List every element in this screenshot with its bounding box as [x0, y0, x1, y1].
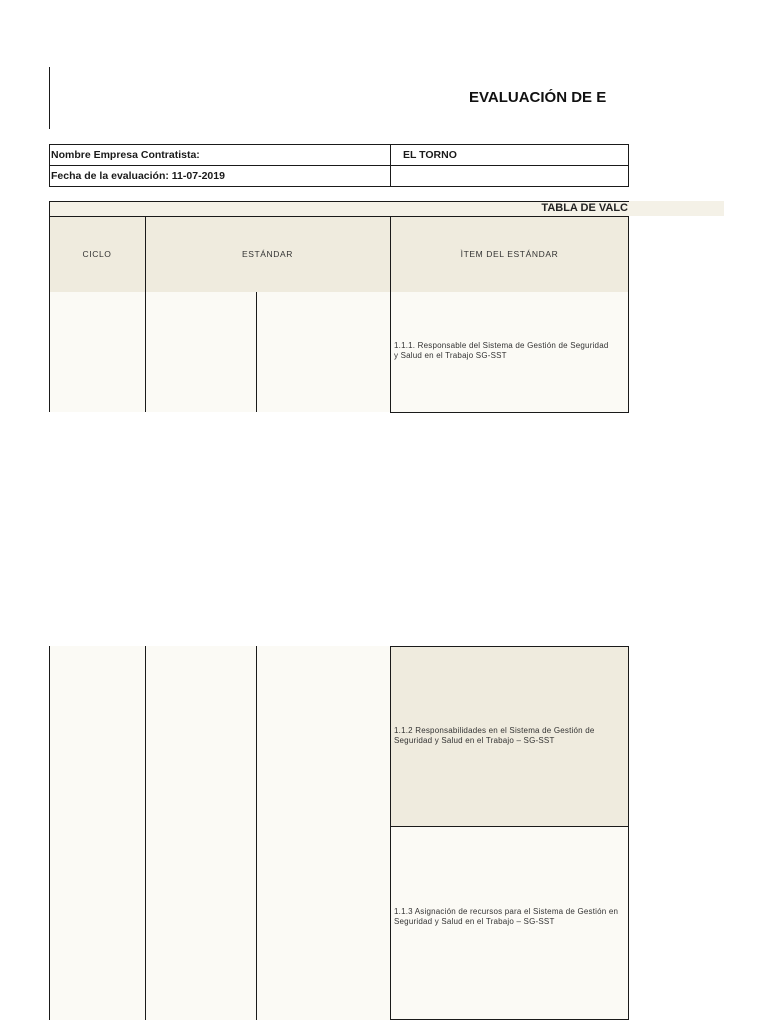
row-2-bottom-border [390, 1019, 629, 1020]
ciclo-column-border-2 [145, 646, 146, 1020]
item-column-border-2 [390, 646, 391, 1020]
page-title: EVALUACIÓN DE E [469, 89, 607, 106]
item-column-border [390, 216, 391, 412]
table-left-border [49, 201, 50, 412]
company-value: EL TORNO [403, 149, 457, 161]
header-ciclo: CICLO [82, 249, 112, 259]
ciclo-column-border [145, 216, 146, 412]
company-label: Nombre Empresa Contratista: [51, 149, 200, 161]
header-item: ÌTEM DEL ESTÁNDAR [460, 249, 559, 259]
table-right-border-2 [628, 646, 629, 1020]
item-1-1-1: 1.1.1. Responsable del Sistema de Gestión de Seguridad y Salud en el Trabajo SG-SST [394, 341, 609, 360]
header-estandar: ESTÁNDAR [241, 249, 294, 259]
item-1-1-3: 1.1.3 Asignación de recursos para el Sistema de Gestión en Seguridad y Salud en el Trabajo – SG-SST [394, 907, 619, 926]
info-column-divider [390, 144, 391, 187]
row-2-top-border [390, 646, 629, 647]
table-left-border-2 [49, 646, 50, 1020]
row-1-item-bottom-border [390, 412, 629, 413]
table-right-border [628, 216, 629, 412]
estandar-subcolumn-border [256, 292, 257, 412]
title-margin-line [49, 67, 50, 129]
item-1-1-2: 1.1.2 Responsabilidades en el Sistema de Gestión de Seguridad y Salud en el Trabajo – SG-SST [394, 726, 595, 745]
evaluation-date-label: Fecha de la evaluación: 11-07-2019 [51, 170, 225, 182]
row-2-divider [390, 826, 629, 827]
estandar-subcolumn-border-2 [256, 646, 257, 1020]
table-caption: TABLA DE VALC [541, 202, 628, 214]
